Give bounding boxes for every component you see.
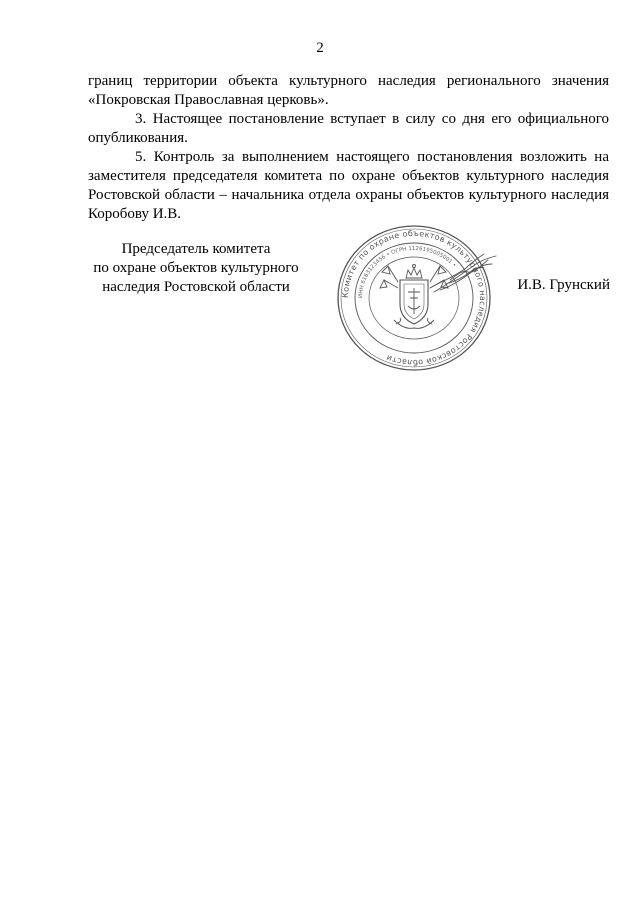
handwritten-signature — [426, 250, 506, 298]
paragraph-boundaries-continuation: границ территории объекта культурного наследия регионального значения «Покровская Православная церковь». — [88, 73, 609, 108]
paragraph-effective-date: 3. Настоящее постановление вступает в силу со дня его официального опубликования. — [88, 111, 609, 146]
paragraph-control-clause: 5. Контроль за выполнением настоящего постановления возложить на заместителя председателя комитета по охране объектов культурного наследия Ростовской области – начальника отдела охраны объектов культурного наследия Коробову И.В. — [88, 149, 609, 222]
signatory-position-line: наследия Ростовской области — [102, 279, 290, 295]
signatory-position-line: Председатель комитета — [121, 241, 271, 257]
document-body — [88, 72, 609, 224]
seal-outer-text: Комитет по охране объектов культурного наследия Ростовской области — [340, 228, 488, 368]
signatory-position-line: по охране объектов культурного — [93, 260, 299, 276]
seal-inner-text: ИНН 6163123456 • ОГРН 1126195005001 • — [357, 245, 457, 299]
page-number: 2 — [316, 40, 324, 56]
official-seal — [334, 222, 494, 374]
signatory-name: И.В. Грунский — [517, 277, 610, 293]
signatory-position — [80, 240, 312, 297]
